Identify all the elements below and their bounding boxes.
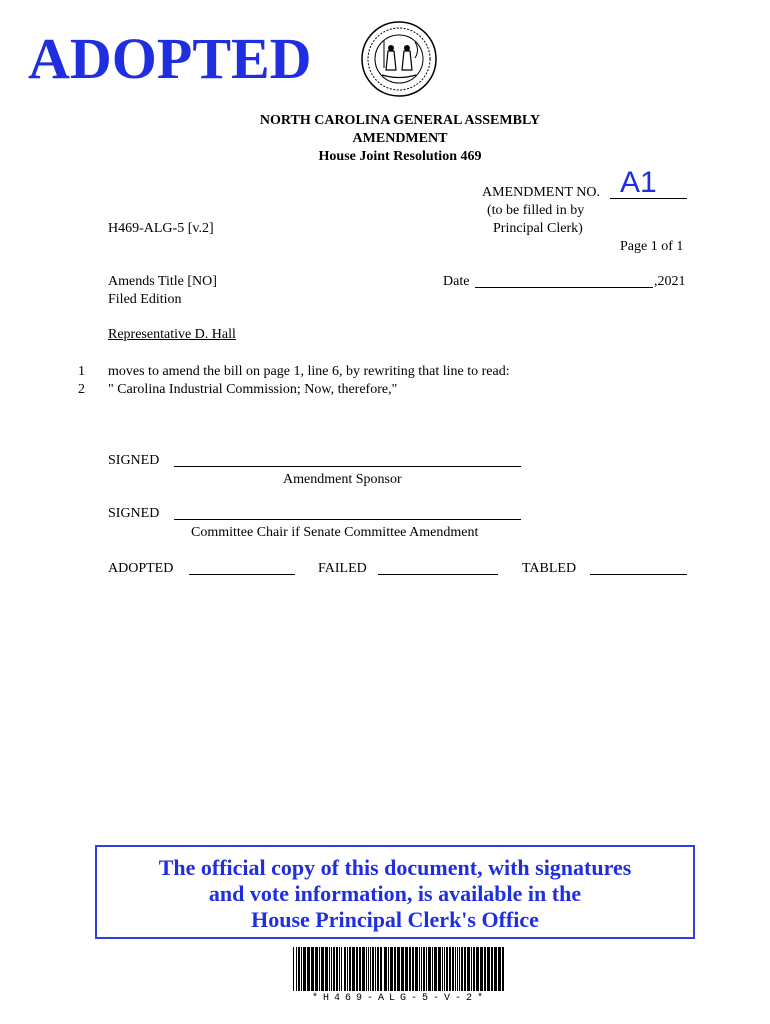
- barcode-bar: [372, 947, 374, 991]
- chair-signature-line: [174, 519, 521, 520]
- barcode-bar: [473, 947, 475, 991]
- barcode-bar: [301, 947, 302, 991]
- barcode-bar: [467, 947, 470, 991]
- barcode-bar: [336, 947, 338, 991]
- barcode-bar: [446, 947, 448, 991]
- barcode-bar: [377, 947, 379, 991]
- barcode-bar: [459, 947, 460, 991]
- vote-failed-line: [378, 574, 498, 575]
- barcode-bar: [359, 947, 361, 991]
- barcode-bar: [296, 947, 297, 991]
- vote-adopted-label: ADOPTED: [108, 561, 174, 576]
- barcode-bar: [368, 947, 369, 991]
- barcode-bar: [349, 947, 351, 991]
- barcode-bar: [444, 947, 445, 991]
- barcode-bar: [471, 947, 472, 991]
- barcode-bar: [438, 947, 441, 991]
- official-copy-notice: [95, 845, 695, 939]
- barcode-bar: [401, 947, 404, 991]
- barcode-bar: [409, 947, 411, 991]
- barcode-bar: [434, 947, 437, 991]
- barcode-bar: [432, 947, 433, 991]
- barcode-bar: [461, 947, 463, 991]
- barcode-bar: [480, 947, 483, 991]
- barcode-bar: [380, 947, 382, 991]
- state-seal-icon: [360, 20, 438, 98]
- signed-label-sponsor: SIGNED: [108, 453, 160, 468]
- barcode-bar: [321, 947, 324, 991]
- fill-note-line-2: Principal Clerk): [493, 221, 583, 236]
- barcode-bar: [390, 947, 393, 991]
- barcode-bar: [476, 947, 479, 991]
- fill-note-line-1: (to be filled in by: [487, 203, 585, 218]
- date-year: ,2021: [654, 274, 686, 289]
- barcode-bar: [487, 947, 490, 991]
- barcode-bar: [388, 947, 389, 991]
- assembly-heading: NORTH CAROLINA GENERAL ASSEMBLY: [259, 113, 541, 128]
- notice-line-3: House Principal Clerk's Office: [251, 907, 539, 932]
- barcode-bar: [333, 947, 335, 991]
- barcode-bar: [303, 947, 306, 991]
- barcode-bar: [502, 947, 504, 991]
- line-number-1: 1: [78, 364, 85, 379]
- body-line-1: moves to amend the bill on page 1, line 6, by rewriting that line to read:: [108, 364, 510, 379]
- barcode-bar: [455, 947, 456, 991]
- vote-failed-label: FAILED: [318, 561, 367, 576]
- amendment-heading: AMENDMENT: [352, 131, 448, 146]
- notice-line-2: and vote information, is available in the: [208, 881, 582, 906]
- barcode-bar: [347, 947, 348, 991]
- barcode-icon: [293, 947, 507, 991]
- date-label: Date: [443, 274, 470, 289]
- barcode-bar: [498, 947, 501, 991]
- doc-id: H469-ALG-5 [v.2]: [108, 221, 214, 236]
- barcode-bar: [484, 947, 486, 991]
- barcode-bar: [362, 947, 365, 991]
- barcode-bar: [423, 947, 425, 991]
- barcode-bar: [325, 947, 328, 991]
- barcode-bar: [415, 947, 418, 991]
- barcode-bar: [366, 947, 367, 991]
- page-label: Page 1 of 1: [620, 239, 684, 254]
- barcode-bar: [293, 947, 294, 991]
- barcode-bar: [428, 947, 431, 991]
- barcode-bar: [315, 947, 318, 991]
- sponsor-caption: Amendment Sponsor: [283, 472, 402, 487]
- barcode-text: *H469-ALG-5-V-2*: [311, 993, 488, 1004]
- notice-line-1: The official copy of this document, with signatures: [158, 855, 632, 880]
- barcode-bar: [375, 947, 376, 991]
- barcode-bar: [341, 947, 342, 991]
- barcode-bar: [331, 947, 332, 991]
- barcode-bar: [307, 947, 310, 991]
- barcode-bar: [457, 947, 458, 991]
- barcode-bar: [494, 947, 497, 991]
- barcode-bar: [405, 947, 408, 991]
- barcode-bar: [491, 947, 493, 991]
- barcode-bar: [394, 947, 396, 991]
- barcode-bar: [319, 947, 320, 991]
- barcode-bar: [442, 947, 443, 991]
- amendment-no-value: A1: [620, 166, 657, 199]
- signed-label-chair: SIGNED: [108, 506, 160, 521]
- sponsor-signature-line: [174, 466, 521, 467]
- barcode-bar: [298, 947, 300, 991]
- barcode-bar: [329, 947, 330, 991]
- vote-tabled-line: [590, 574, 687, 575]
- amends-title: Amends Title [NO]: [108, 274, 217, 289]
- barcode-bar: [449, 947, 451, 991]
- barcode-bar: [426, 947, 427, 991]
- barcode-bar: [419, 947, 420, 991]
- vote-adopted-line: [189, 574, 295, 575]
- barcode-bar: [339, 947, 340, 991]
- barcode-bar: [384, 947, 387, 991]
- resolution-heading: House Joint Resolution 469: [318, 149, 482, 164]
- line-number-2: 2: [78, 382, 85, 397]
- chair-caption: Committee Chair if Senate Committee Amendment: [191, 525, 479, 540]
- barcode-bar: [464, 947, 466, 991]
- vote-tabled-label: TABLED: [522, 561, 577, 576]
- barcode-bar: [352, 947, 355, 991]
- edition: Filed Edition: [108, 292, 182, 307]
- amendment-no-label: AMENDMENT NO.: [482, 185, 600, 200]
- adopted-stamp: ADOPTED: [28, 26, 312, 91]
- barcode-bar: [370, 947, 371, 991]
- representative: Representative D. Hall: [108, 327, 236, 342]
- barcode-bar: [311, 947, 314, 991]
- date-line: [475, 287, 653, 288]
- barcode-bar: [412, 947, 414, 991]
- body-line-2: " Carolina Industrial Commission; Now, therefore,": [108, 382, 398, 397]
- barcode-bar: [397, 947, 400, 991]
- barcode-bar: [344, 947, 346, 991]
- barcode-bar: [356, 947, 358, 991]
- barcode-bar: [452, 947, 454, 991]
- barcode-bar: [421, 947, 422, 991]
